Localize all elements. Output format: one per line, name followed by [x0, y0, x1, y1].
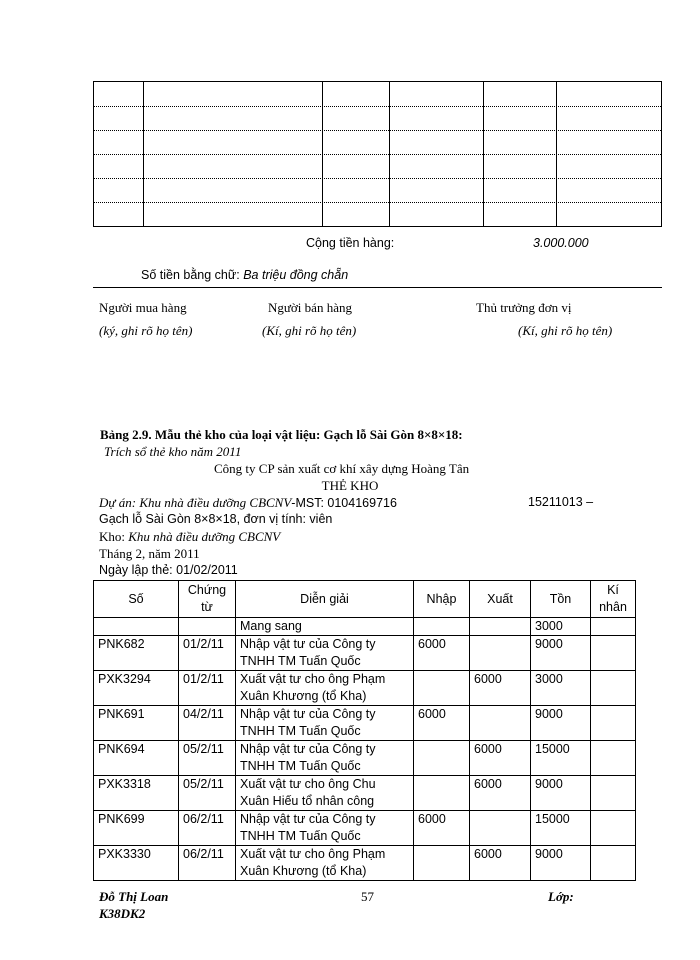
footer-class-label: Lớp:: [548, 889, 574, 904]
table-row-divider: [94, 130, 661, 131]
warehouse-line: [99, 529, 280, 545]
cell-so: [94, 618, 179, 636]
header-nhap: Nhập: [414, 581, 470, 618]
header-ton: Tồn: [531, 581, 591, 618]
cell-nhap: 6000: [414, 706, 470, 741]
section-heading: Bảng 2.9. Mẫu thẻ kho của loại vật liệu: Gạch lỗ Sài Gòn 8×8×18:: [100, 427, 463, 442]
amount-in-words-label: Số tiền bằng chữ:: [141, 268, 240, 282]
cell-ton: 15000: [531, 741, 591, 776]
cell-xuat: 6000: [470, 741, 531, 776]
cell-chung-tu: 06/2/11: [179, 846, 236, 881]
cell-xuat: [470, 811, 531, 846]
cell-xuat: 6000: [470, 846, 531, 881]
cell-ki-nhan: [591, 846, 636, 881]
table-row: [94, 776, 636, 811]
cell-ki-nhan: [591, 706, 636, 741]
cell-chung-tu: 05/2/11: [179, 741, 236, 776]
table-row-divider: [94, 106, 661, 107]
cell-ton: 3000: [531, 671, 591, 706]
section-subheading: Trích sổ thẻ kho năm 2011: [104, 444, 242, 459]
cell-ton: 3000: [531, 618, 591, 636]
cell-ton: 9000: [531, 846, 591, 881]
cell-ki-nhan: [591, 776, 636, 811]
table-row: [94, 706, 636, 741]
cell-dien-giai: [236, 846, 414, 881]
cell-xuat: [470, 706, 531, 741]
signature-seller-title: Người bán hàng: [268, 300, 352, 315]
cell-so: PNK691: [94, 706, 179, 741]
desc-line: Xuất vật tư cho ông Chu: [240, 777, 376, 791]
total-value: 3.000.000: [533, 236, 589, 250]
cell-so: PXK3318: [94, 776, 179, 811]
cell-nhap: [414, 671, 470, 706]
cell-so: PNK699: [94, 811, 179, 846]
cell-xuat: 6000: [470, 671, 531, 706]
header-chung-tu: Chứng từ: [179, 581, 236, 618]
cell-xuat: [470, 636, 531, 671]
header-xuat: Xuất: [470, 581, 531, 618]
project-label: Dự án:: [99, 495, 137, 510]
account-code: 15211013 –: [528, 495, 594, 509]
cell-dien-giai: [236, 811, 414, 846]
cell-nhap: [414, 846, 470, 881]
desc-line: Nhập vật tư của Công ty: [240, 637, 376, 651]
cell-chung-tu: 06/2/11: [179, 811, 236, 846]
desc-line: Xuân Hiếu tổ nhân công: [240, 794, 375, 808]
cell-nhap: [414, 776, 470, 811]
desc-line: Nhập vật tư của Công ty: [240, 707, 376, 721]
material-line: Gạch lỗ Sài Gòn 8×8×18, đơn vị tính: viên: [99, 512, 333, 526]
desc-line: Nhập vật tư của Công ty: [240, 742, 376, 756]
table-row: [94, 618, 636, 636]
desc-line: Xuân Khương (tổ Kha): [240, 864, 367, 878]
invoice-items-table: [93, 81, 662, 227]
cell-ki-nhan: [591, 811, 636, 846]
desc-line: Xuất vật tư cho ông Phạm: [240, 672, 386, 686]
cell-dien-giai: [236, 618, 414, 636]
cell-xuat: 6000: [470, 776, 531, 811]
month-line: Tháng 2, năm 2011: [99, 546, 200, 561]
cell-dien-giai: [236, 706, 414, 741]
cell-so: PNK682: [94, 636, 179, 671]
signature-head-title: Thủ trưởng đơn vị: [476, 300, 572, 315]
header-so: Số: [94, 581, 179, 618]
desc-line: TNHH TM Tuấn Quốc: [240, 759, 361, 773]
footer-author: Đỗ Thị Loan: [99, 889, 169, 904]
warehouse-value: Khu nhà điều dưỡng CBCNV: [128, 529, 281, 544]
company-name: Công ty CP sản xuất cơ khí xây dựng Hoàng Tân: [214, 461, 470, 476]
footer-class-code: K38DK2: [99, 906, 146, 921]
cell-so: PXK3294: [94, 671, 179, 706]
project-line: [99, 495, 397, 511]
cell-dien-giai: [236, 741, 414, 776]
project-value: Khu nhà điều dưỡng CBCNV: [139, 495, 292, 510]
header-dien-giai: Diễn giải: [236, 581, 414, 618]
cell-so: PNK694: [94, 741, 179, 776]
table-row-divider: [94, 178, 661, 179]
cell-so: PXK3330: [94, 846, 179, 881]
cell-chung-tu: 01/2/11: [179, 636, 236, 671]
signature-buyer-title: Người mua hàng: [99, 300, 187, 315]
header-ki-nhan: Kí nhân: [591, 581, 636, 618]
table-row: [94, 636, 636, 671]
stock-card-table: [93, 580, 636, 881]
cell-chung-tu: [179, 618, 236, 636]
cell-ki-nhan: [591, 618, 636, 636]
page-number: 57: [361, 889, 374, 904]
desc-line: Nhập vật tư của Công ty: [240, 812, 376, 826]
cell-ton: 9000: [531, 706, 591, 741]
cell-chung-tu: 04/2/11: [179, 706, 236, 741]
signature-seller-note: (Kí, ghi rõ họ tên): [262, 323, 357, 338]
desc-line: Xuất vật tư cho ông Phạm: [240, 847, 386, 861]
cell-ki-nhan: [591, 636, 636, 671]
table-row: [94, 671, 636, 706]
desc-line: TNHH TM Tuấn Quốc: [240, 654, 361, 668]
desc-line: TNHH TM Tuấn Quốc: [240, 724, 361, 738]
amount-in-words: [141, 268, 348, 282]
cell-nhap: [414, 741, 470, 776]
cell-dien-giai: [236, 671, 414, 706]
cell-chung-tu: 01/2/11: [179, 671, 236, 706]
cell-chung-tu: 05/2/11: [179, 776, 236, 811]
cell-nhap: [414, 618, 470, 636]
tax-code: -MST: 0104169716: [291, 496, 397, 510]
cell-xuat: [470, 618, 531, 636]
signature-buyer-note: (ký, ghi rõ họ tên): [99, 323, 193, 338]
card-title: THẺ KHO: [321, 478, 379, 493]
cell-ton: 15000: [531, 811, 591, 846]
cell-nhap: 6000: [414, 636, 470, 671]
divider: [93, 287, 662, 288]
desc-line: TNHH TM Tuấn Quốc: [240, 829, 361, 843]
cell-ki-nhan: [591, 671, 636, 706]
table-row: [94, 811, 636, 846]
table-row-divider: [94, 202, 661, 203]
cell-ton: 9000: [531, 776, 591, 811]
amount-in-words-value: Ba triệu đồng chẵn: [243, 268, 349, 282]
date-line: Ngày lập thẻ: 01/02/2011: [99, 563, 238, 577]
table-row: [94, 741, 636, 776]
table-header-row: [94, 581, 636, 618]
total-label: Cộng tiền hàng:: [306, 236, 395, 250]
cell-ki-nhan: [591, 741, 636, 776]
cell-dien-giai: [236, 776, 414, 811]
warehouse-label: Kho:: [99, 529, 125, 544]
cell-ton: 9000: [531, 636, 591, 671]
cell-nhap: 6000: [414, 811, 470, 846]
table-row-divider: [94, 154, 661, 155]
cell-dien-giai: [236, 636, 414, 671]
desc-line: Mang sang: [240, 619, 302, 633]
signature-head-note: (Kí, ghi rõ họ tên): [518, 323, 613, 338]
table-row: [94, 846, 636, 881]
desc-line: Xuân Khương (tổ Kha): [240, 689, 367, 703]
